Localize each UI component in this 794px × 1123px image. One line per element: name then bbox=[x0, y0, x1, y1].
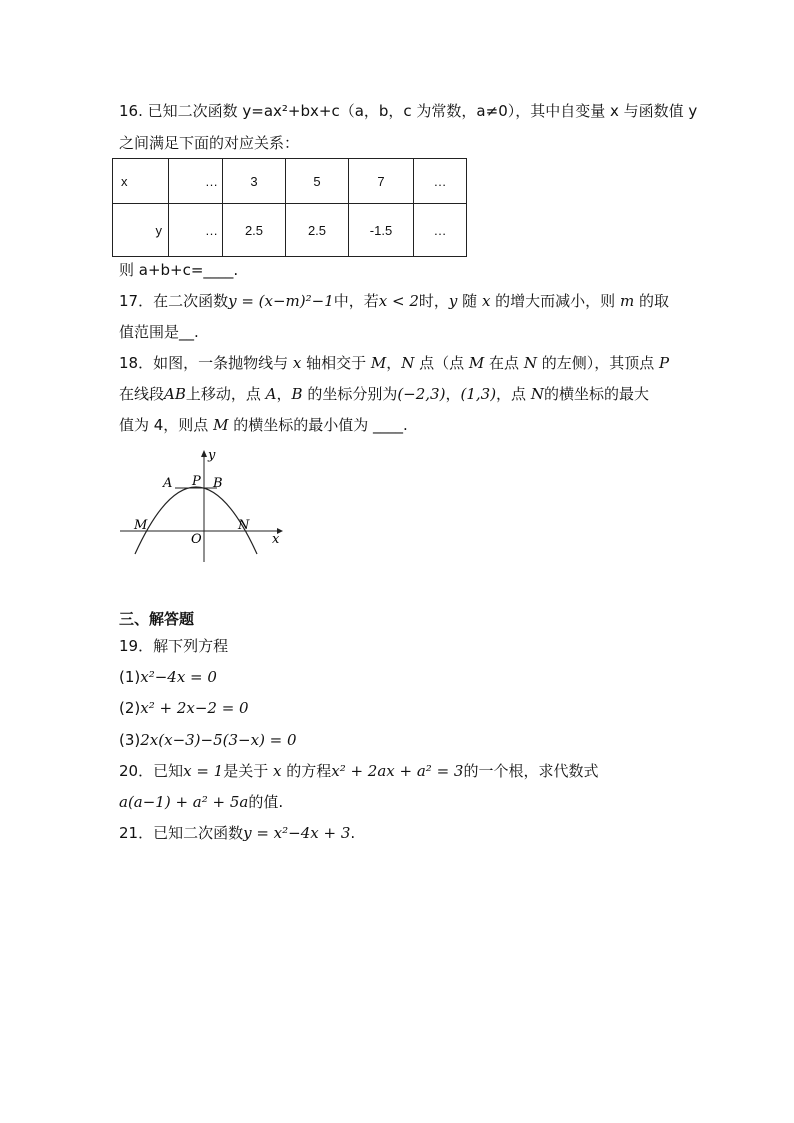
table-cell: … bbox=[169, 204, 223, 257]
table-cell: 5 bbox=[286, 159, 349, 204]
table-cell: x bbox=[113, 159, 169, 204]
point-p-label: P bbox=[192, 474, 201, 489]
q19-part2: (2)x² + 2x−2 = 0 bbox=[119, 699, 249, 717]
q20-line1: 20．已知x = 1是关于 x 的方程x² + 2ax + a² = 3的一个根，求代数式 bbox=[119, 762, 599, 780]
point-b-label: B bbox=[213, 476, 223, 491]
q21-line1: 21．已知二次函数y = x²−4x + 3. bbox=[119, 824, 356, 842]
table-cell: y bbox=[113, 204, 169, 257]
x-axis-label: x bbox=[272, 532, 280, 547]
value-table bbox=[112, 158, 467, 257]
table-row bbox=[113, 204, 467, 257]
y-axis-label: y bbox=[208, 448, 216, 463]
parabola-figure bbox=[115, 442, 295, 567]
q18-line1: 18．如图，一条抛物线与 x 轴相交于 M，N 点（点 M 在点 N 的左侧），其顶点 P bbox=[119, 354, 670, 372]
q16-answer: 则 a+b+c=____. bbox=[119, 261, 239, 279]
y-axis-arrow-icon bbox=[201, 450, 207, 457]
q17-line2: 值范围是__. bbox=[119, 323, 199, 341]
point-m-label: M bbox=[134, 518, 148, 533]
table-cell: 3 bbox=[223, 159, 286, 204]
q19-part3: (3)2x(x−3)−5(3−x) = 0 bbox=[119, 731, 297, 749]
q18-line2: 在线段AB上移动，点 A，B 的坐标分别为(−2,3)，(1,3)，点 N的横坐标的最大 bbox=[119, 385, 649, 403]
table-cell: 2.5 bbox=[223, 204, 286, 257]
section-heading: 三、解答题 bbox=[119, 610, 195, 628]
q16-line2: 之间满足下面的对应关系： bbox=[119, 134, 300, 152]
table-cell: 7 bbox=[349, 159, 414, 204]
point-n-label: N bbox=[238, 518, 250, 533]
q19-part1: (1)x²−4x = 0 bbox=[119, 668, 217, 686]
table-cell: 2.5 bbox=[286, 204, 349, 257]
origin-label: O bbox=[191, 532, 202, 547]
table-cell: … bbox=[414, 159, 467, 204]
q17-line1: 17．在二次函数y = (x−m)²−1中，若x < 2时，y 随 x 的增大而减小，则 m 的取 bbox=[119, 292, 669, 310]
q19-stem: 19．解下列方程 bbox=[119, 637, 229, 655]
table-cell: … bbox=[169, 159, 223, 204]
table-row bbox=[113, 159, 467, 204]
point-a-label: A bbox=[163, 476, 173, 491]
q16-line1: 16. 已知二次函数 y=ax²+bx+c（a，b，c 为常数，a≠0），其中自变量 x 与函数值 y bbox=[119, 102, 698, 120]
table-cell: … bbox=[414, 204, 467, 257]
q20-line2: a(a−1) + a² + 5a的值. bbox=[119, 793, 284, 811]
q18-line3: 值为 4，则点 M 的横坐标的最小值为 ____. bbox=[119, 416, 408, 434]
table-cell: -1.5 bbox=[349, 204, 414, 257]
